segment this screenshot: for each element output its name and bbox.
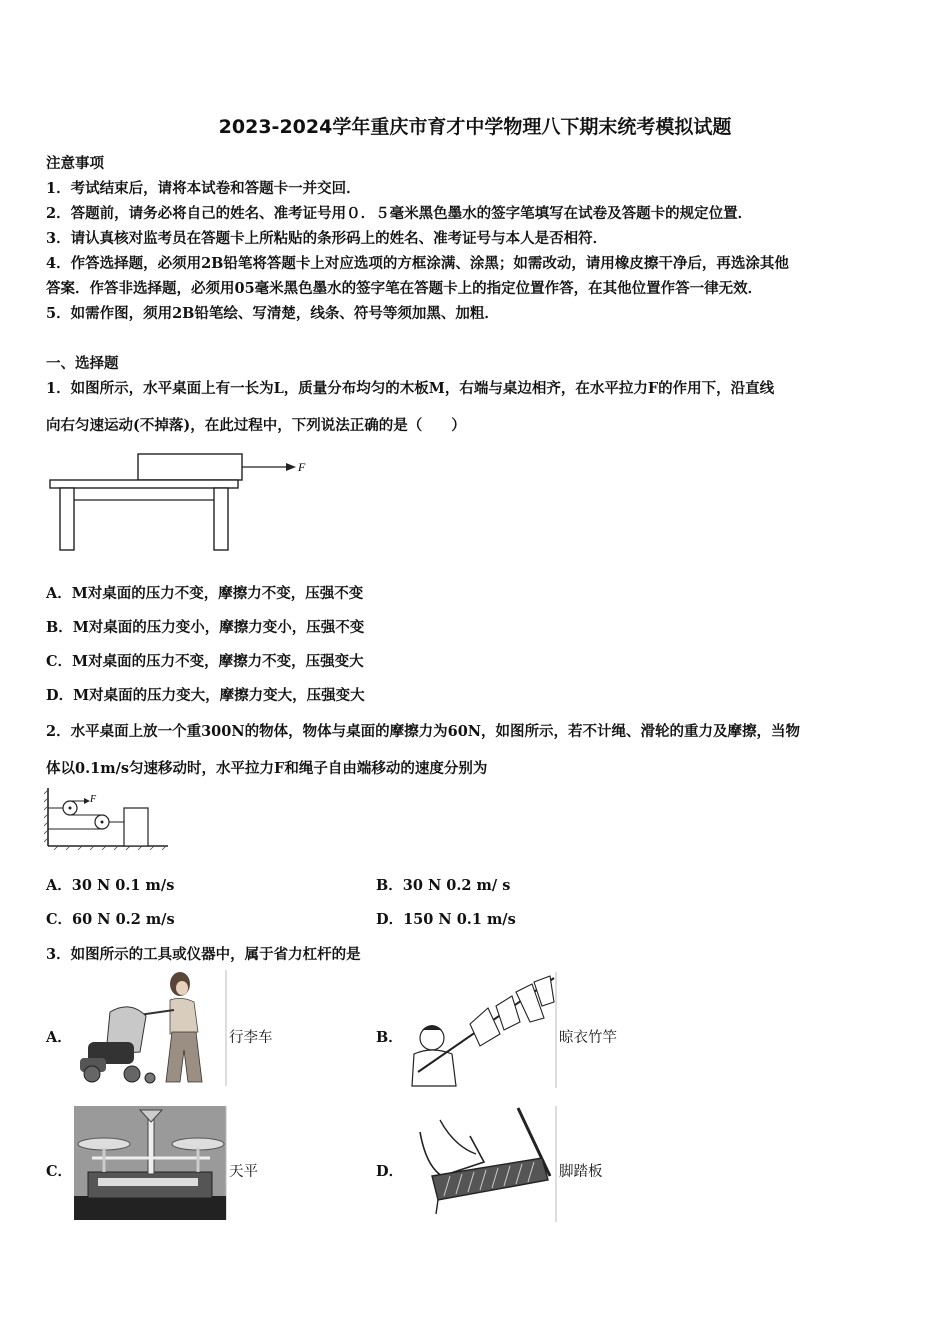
q2-stem-line2: 体以0.1m/s匀速移动时，水平拉力F和绳子自由端移动的速度分别为 [46,760,488,777]
q1-option-a[interactable]: A．M对桌面的压力不变，摩擦力不变，压强不变 [46,585,364,602]
pedal-image [414,1106,558,1222]
q3-option-c-letter[interactable]: C． [46,1163,73,1180]
q2-option-a[interactable]: A．30 N 0.1 m/s [46,877,175,894]
q2-option-d[interactable]: D．150 N 0.1 m/s [376,911,516,928]
table-top [50,480,238,488]
q3-stem: 3．如图所示的工具或仪器中，属于省力杠杆的是 [46,946,361,963]
q3-option-b-letter[interactable]: B． [376,1029,403,1046]
force-label: F [298,460,306,474]
object-block [124,808,148,846]
q2-stem-line1: 2．水平桌面上放一个重300N的物体，物体与桌面的摩擦力为60N，如图所示，若不计绳、滑轮的重力及摩擦，当物 [46,723,801,740]
table-leg-left [60,488,74,550]
q3-option-a-caption: 行李车 [229,1030,273,1046]
page-title: 2023-2024学年重庆市育才中学物理八下期末统考模拟试题 [218,116,732,138]
section-heading: 一、选择题 [46,355,119,372]
q2-option-b[interactable]: B．30 N 0.2 m/ s [376,877,511,894]
notice-item-4: 4．作答选择题，必须用2B铅笔将答题卡上对应选项的方框涂满、涂黑；如需改动，请用橡皮擦干净后，再选涂其他 [46,255,789,272]
q1-stem-line1: 1．如图所示，水平桌面上有一长为L，质量分布均匀的木板M，右端与桌边相齐，在水平拉力F的作用下，沿直线 [46,380,775,397]
q1-option-b[interactable]: B．M对桌面的压力变小，摩擦力变小，压强不变 [46,619,365,636]
notice-heading: 注意事项 [46,155,104,172]
luggage-cart-image [70,970,228,1086]
notice-item-1: 1．考试结束后，请将本试卷和答题卡一并交回． [46,180,361,197]
force-arrowhead [286,463,296,471]
q1-figure [46,448,316,556]
board-m [138,454,242,480]
q2-figure [44,786,170,852]
q1-option-d[interactable]: D．M对桌面的压力变大，摩擦力变大，压强变大 [46,687,365,704]
drying-pole-image [404,972,558,1088]
balance-scale-image [74,1106,228,1220]
q1-option-c[interactable]: C．M对桌面的压力不变，摩擦力不变，压强变大 [46,653,364,670]
q1-stem-line2: 向右匀速运动(不掉落)，在此过程中，下列说法正确的是（ ） [46,417,466,434]
q3-option-d-letter[interactable]: D． [376,1163,404,1180]
notice-item-3: 3．请认真核对监考员在答题卡上所粘贴的条形码上的姓名、准考证号与本人是否相符． [46,230,608,247]
notice-item-4-cont: 答案．作答非选择题，必须用05毫米黑色墨水的签字笔在答题卡上的指定位置作答，在其他位置作答一律无效． [46,280,763,297]
notice-item-5: 5．如需作图，须用2B铅笔绘、写清楚，线条、符号等须加黑、加粗． [46,305,499,322]
q3-option-b-caption: 晾衣竹竿 [559,1030,617,1046]
q2-option-c[interactable]: C．60 N 0.2 m/s [46,911,175,928]
q2-force-label: F [90,794,97,805]
q3-option-a-letter[interactable]: A． [46,1029,72,1046]
q3-option-c-caption: 天平 [229,1164,258,1180]
table-leg-right [214,488,228,550]
q3-option-d-caption: 脚踏板 [559,1164,603,1180]
notice-item-2: 2．答题前，请务必将自己的姓名、准考证号用０．５毫米黑色墨水的签字笔填写在试卷及答题卡的规定位置． [46,205,753,222]
